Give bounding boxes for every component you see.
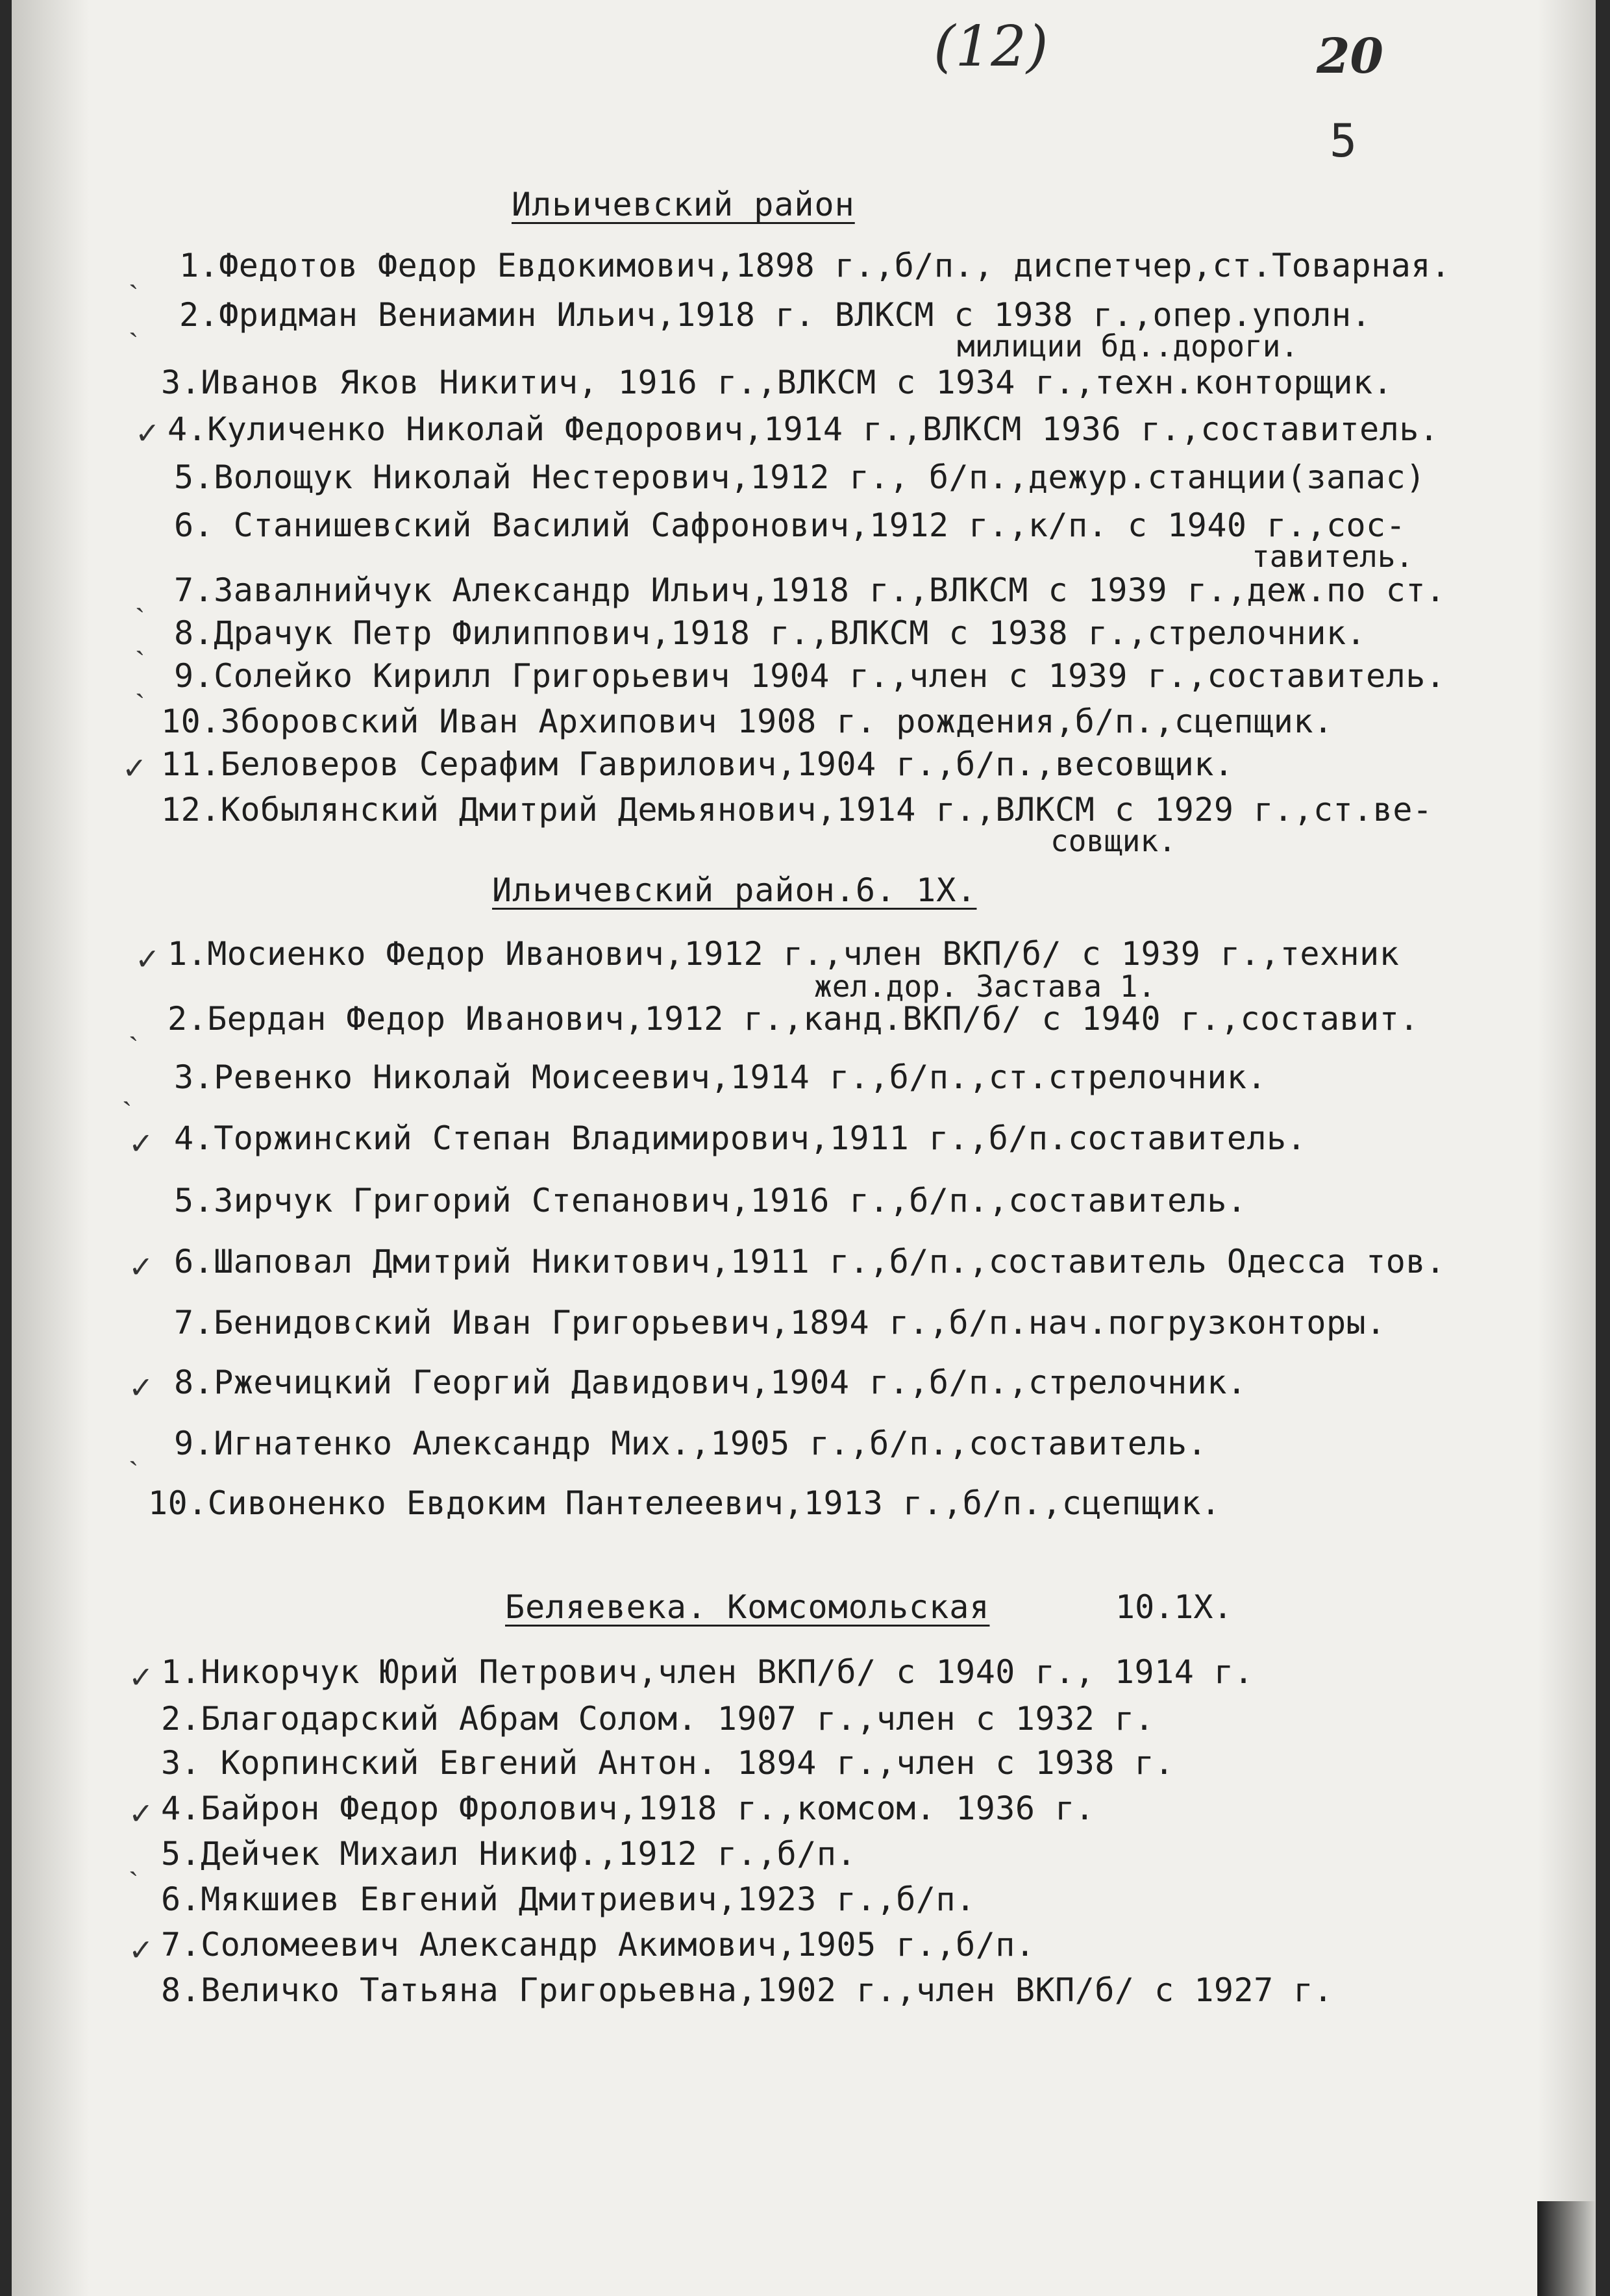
- list-item: 5.Дейчек Михаил Никиф.,1912 г.,б/п.: [161, 1835, 857, 1873]
- section-heading-belyaevka: Беляевека. Комсомольская: [505, 1588, 990, 1626]
- list-item: 4.Байрон Федор Фролович,1918 г.,комсом. 1936 г.: [161, 1790, 1095, 1827]
- list-item: 2.Фридман Вениамин Ильич,1918 г. ВЛКСМ с 1938 г.,опер.уполн.: [179, 296, 1372, 334]
- list-item: 6.Шаповал Дмитрий Никитович,1911 г.,б/п.,составитель Одесса тов.: [174, 1243, 1446, 1280]
- list-item: 9.Солейко Кирилл Григорьевич 1904 г.,член с 1939 г.,составитель.: [174, 657, 1446, 695]
- section-heading-ilichevsky-6-9: Ильичевский район.6. 1Х.: [492, 871, 977, 909]
- check-mark-icon: ✓: [135, 416, 160, 451]
- list-item: 9.Игнатенко Александр Мих.,1905 г.,б/п.,составитель.: [174, 1425, 1208, 1462]
- list-item: 4.Куличенко Николай Федорович,1914 г.,ВЛКСМ 1936 г.,составитель.: [167, 410, 1439, 448]
- check-mark-icon: ˎ: [135, 621, 145, 656]
- check-mark-icon: ✓: [122, 751, 147, 786]
- list-item: 10.Сивоненко Евдоким Пантелеевич,1913 г.,б/п.,сцепщик.: [148, 1484, 1221, 1522]
- list-item: 5.Зирчук Григорий Степанович,1916 г.,б/п.,составитель.: [174, 1182, 1247, 1219]
- check-mark-icon: ✓: [129, 1370, 154, 1405]
- check-mark-icon: ˎ: [129, 1841, 139, 1877]
- section-date: 10.1Х.: [1115, 1588, 1233, 1626]
- list-item: 4.Торжинский Степан Владимирович,1911 г.,б/п.составитель.: [174, 1119, 1307, 1157]
- list-item: 3.Ревенко Николай Моисеевич,1914 г.,б/п.,ст.стрелочник.: [174, 1058, 1267, 1096]
- list-item: 3.Иванов Яков Никитич, 1916 г.,ВЛКСМ с 1934 г.,техн.конторщик.: [161, 364, 1393, 401]
- list-item: 5.Волощук Николай Нестерович,1912 г., б/п.,дежур.станции(запас): [174, 458, 1426, 496]
- section-heading-ilichevsky: Ильичевский район: [512, 186, 855, 223]
- list-item-continuation: тавитель.: [1252, 539, 1414, 574]
- check-mark-icon: ˎ: [122, 1071, 132, 1106]
- list-item-continuation: милиции бд..дороги.: [957, 329, 1299, 364]
- check-mark-icon: ✓: [129, 1660, 154, 1695]
- list-item: 7.Соломеевич Александр Акимович,1905 г.,б/п.: [161, 1926, 1035, 1964]
- list-item: 6. Станишевский Василий Сафронович,1912 г.,к/п. с 1940 г.,сос-: [174, 506, 1406, 544]
- check-mark-icon: ˎ: [129, 1006, 139, 1042]
- check-mark-icon: ˎ: [129, 1431, 139, 1466]
- handwritten-archive-number: (12): [934, 14, 1048, 79]
- handwritten-page-number: 20: [1317, 29, 1383, 84]
- list-item: 8.Величко Татьяна Григорьевна,1902 г.,член ВКП/б/ с 1927 г.: [161, 1971, 1333, 2009]
- list-item-continuation: совщик.: [1050, 823, 1176, 858]
- check-mark-icon: ✓: [135, 942, 160, 977]
- check-mark-icon: ˎ: [129, 303, 139, 338]
- list-item: 6.Мякшиев Евгений Дмитриевич,1923 г.,б/п.: [161, 1880, 976, 1918]
- list-item: 7.Бенидовский Иван Григорьевич,1894 г.,б/п.нач.погрузконторы.: [174, 1304, 1386, 1341]
- check-mark-icon: ˎ: [129, 255, 139, 290]
- list-item: 11.Беловеров Серафим Гаврилович,1904 г.,б/п.,весовщик.: [161, 745, 1234, 783]
- check-mark-icon: ✓: [129, 1126, 154, 1161]
- list-item: 12.Кобылянский Дмитрий Демьянович,1914 г.,ВЛКСМ с 1929 г.,ст.ве-: [161, 791, 1433, 829]
- list-item: 10.Зборовский Иван Архипович 1908 г. рождения,б/п.,сцепщик.: [161, 703, 1333, 740]
- list-item: 3. Корпинский Евгений Антон. 1894 г.,член с 1938 г.: [161, 1744, 1174, 1782]
- list-item: 7.Завалнийчук Александр Ильич,1918 г.,ВЛКСМ с 1939 г.,деж.по ст.: [174, 571, 1446, 609]
- list-item: 1.Никорчук Юрий Петрович,член ВКП/б/ с 1940 г., 1914 г.: [161, 1653, 1254, 1691]
- check-mark-icon: ˎ: [135, 664, 145, 699]
- check-mark-icon: ✓: [129, 1796, 154, 1831]
- list-item: 8.Драчук Петр Филиппович,1918 г.,ВЛКСМ с 1938 г.,стрелочник.: [174, 614, 1367, 652]
- typed-sub-number: 5: [1330, 114, 1357, 168]
- check-mark-icon: ✓: [129, 1249, 154, 1284]
- list-item: 2.Бердан Федор Иванович,1912 г.,канд.ВКП/б/ с 1940 г.,составит.: [167, 1000, 1419, 1038]
- scan-edge-mark: [1537, 2201, 1596, 2296]
- list-item: 1.Мосиенко Федор Иванович,1912 г.,член ВКП/б/ с 1939 г.,техник: [167, 935, 1400, 973]
- list-item: 8.Ржечицкий Георгий Давидович,1904 г.,б/п.,стрелочник.: [174, 1364, 1247, 1401]
- list-item: 1.Федотов Федор Евдокимович,1898 г.,б/п., диспетчер,ст.Товарная.: [179, 247, 1451, 284]
- check-mark-icon: ✓: [129, 1932, 154, 1967]
- list-item-continuation: жел.дор. Застава 1.: [814, 969, 1156, 1004]
- list-item: 2.Благодарский Абрам Солом. 1907 г.,член с 1932 г.: [161, 1700, 1155, 1738]
- document-page: [12, 0, 1596, 2296]
- check-mark-icon: ˎ: [135, 578, 145, 613]
